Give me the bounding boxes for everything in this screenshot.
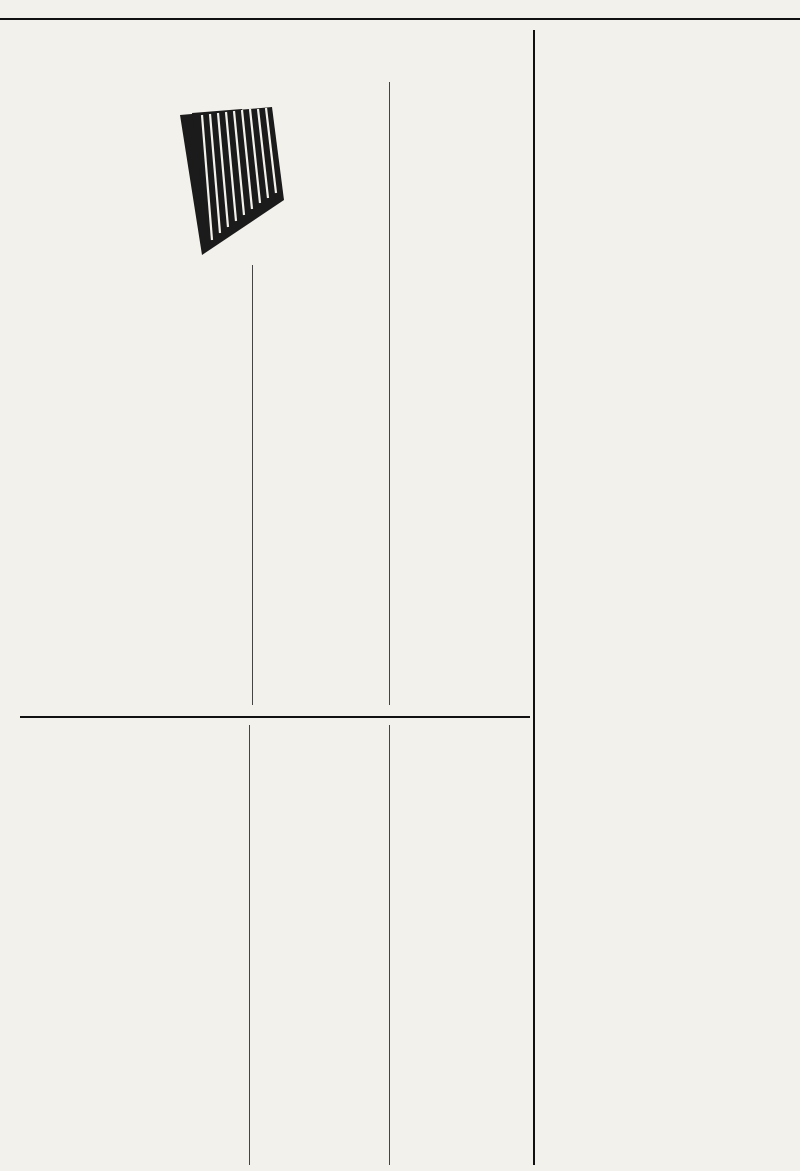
sverige-column-3: [395, 722, 527, 1167]
page-header: [0, 0, 800, 20]
section-divider: [533, 30, 535, 1165]
article-separator: [20, 716, 530, 718]
main-article-column-1: [22, 84, 244, 712]
column-divider: [389, 725, 390, 1165]
main-article-column-3: [395, 84, 527, 712]
sverige-column-2: [255, 722, 385, 1167]
column-divider: [249, 725, 250, 1165]
sverige-column-1-end: [30, 1040, 242, 1168]
main-article-column-2: [260, 268, 384, 712]
column-divider: [389, 82, 390, 705]
sverige-column-1: [30, 795, 242, 1009]
column-divider: [252, 265, 253, 705]
